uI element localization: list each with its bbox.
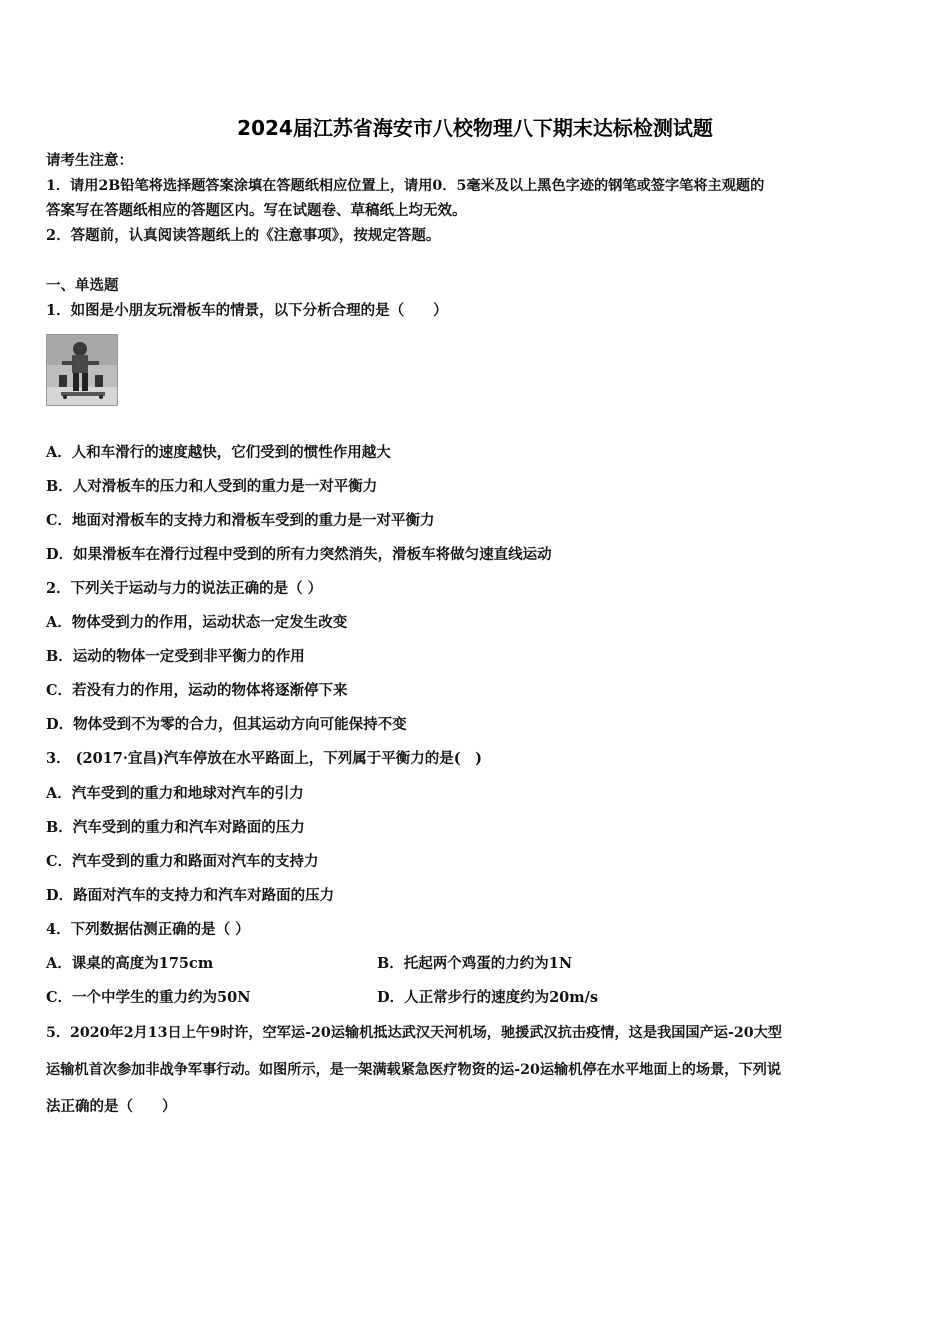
question-5-line-1: 5．2020年2月13日上午9时许，空军运-20运输机抵达武汉天河机场，驰援武汉抗击疫情，这是我国国产运-20大型 [46,1025,782,1041]
question-4-option-a: A．课桌的高度为175cm [46,955,214,972]
question-4-option-c: C．一个中学生的重力约为50N [46,989,251,1006]
question-1-option-c: C．地面对滑板车的支持力和滑板车受到的重力是一对平衡力 [46,512,435,529]
question-4-stem: 4．下列数据估测正确的是（ ） [46,921,250,938]
question-2-option-b: B．运动的物体一定受到非平衡力的作用 [46,648,305,665]
notice-line-2: 2．答题前，认真阅读答题纸上的《注意事项》，按规定答题。 [46,227,441,244]
section-heading: 一、单选题 [46,277,119,294]
question-2-option-c: C．若没有力的作用，运动的物体将逐渐停下来 [46,682,348,699]
notice-line-1-cont: 答案写在答题纸相应的答题区内。写在试题卷、草稿纸上均无效。 [46,202,467,219]
question-1-option-d: D．如果滑板车在滑行过程中受到的所有力突然消失，滑板车将做匀速直线运动 [46,546,552,563]
skateboard-child-photo [46,334,118,406]
question-2-stem: 2．下列关于运动与力的说法正确的是（ ） [46,580,323,597]
question-3-option-b: B．汽车受到的重力和汽车对路面的压力 [46,819,305,836]
question-2-option-d: D．物体受到不为零的合力，但其运动方向可能保持不变 [46,716,407,733]
question-1-option-b: B．人对滑板车的压力和人受到的重力是一对平衡力 [46,478,378,495]
question-2-option-a: A．物体受到力的作用，运动状态一定发生改变 [46,614,348,631]
question-3-stem: 3． (2017·宜昌)汽车停放在水平路面上，下列属于平衡力的是( ) [46,750,482,767]
question-4-option-b: B．托起两个鸡蛋的力约为1N [377,955,573,972]
question-5-line-2: 运输机首次参加非战争军事行动。如图所示，是一架满载紧急医疗物资的运-20运输机停在水平地面上的场景，下列说 [46,1062,782,1078]
question-5-line-3: 法正确的是（ ） [46,1098,177,1115]
notice-line-1: 1．请用2B铅笔将选择题答案涂填在答题纸相应位置上，请用0．5毫米及以上黑色字迹的钢笔或签字笔将主观题的 [46,178,765,194]
notice-heading: 请考生注意： [46,152,133,169]
question-4-option-d: D．人正常步行的速度约为20m/s [377,989,599,1006]
question-3-option-a: A．汽车受到的重力和地球对汽车的引力 [46,785,304,802]
question-3-option-d: D．路面对汽车的支持力和汽车对路面的压力 [46,887,335,904]
question-1-stem: 1．如图是小朋友玩滑板车的情景，以下分析合理的是（ ） [46,302,448,319]
question-3-option-c: C．汽车受到的重力和路面对汽车的支持力 [46,853,319,870]
question-1-option-a: A．人和车滑行的速度越快，它们受到的惯性作用越大 [46,444,391,461]
document-title: 2024届江苏省海安市八校物理八下期末达标检测试题 [237,116,713,140]
